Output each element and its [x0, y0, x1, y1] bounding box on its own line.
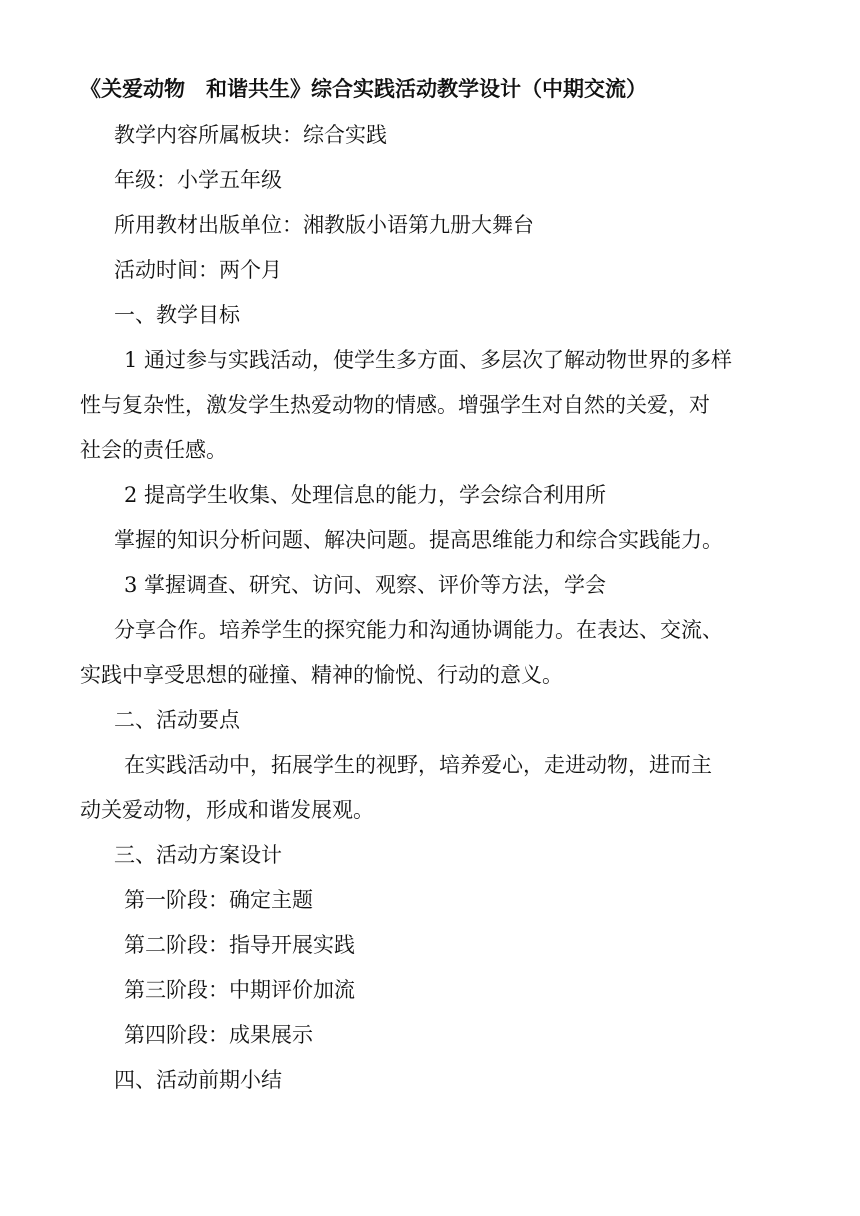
publisher-line: 所用教材出版单位：湘教版小语第九册大舞台 — [114, 213, 534, 237]
grade-line: 年级：小学五年级 — [114, 168, 282, 192]
goal3-line: 3 掌握调查、研究、访问、观察、评价等方法，学会 — [124, 573, 607, 597]
section2-heading: 二、活动要点 — [114, 708, 240, 732]
section3-heading: 三、活动方案设计 — [114, 843, 282, 867]
goal2-line: 2 提高学生收集、处理信息的能力，学会综合利用所 — [124, 483, 607, 507]
section1-heading: 一、教学目标 — [114, 303, 240, 327]
section4-heading: 四、活动前期小结 — [114, 1068, 282, 1092]
section2-body-line: 在实践活动中，拓展学生的视野，培养爱心，走进动物，进而主 — [124, 753, 712, 777]
document-title: 《关爱动物 和谐共生》综合实践活动教学设计（中期交流） — [80, 76, 647, 101]
stage-item: 第二阶段：指导开展实践 — [124, 933, 355, 957]
goal3-line: 分享合作。培养学生的探究能力和沟通协调能力。在表达、交流、 — [114, 618, 723, 642]
goal1-line: 社会的责任感。 — [80, 438, 227, 462]
stage-item: 第四阶段：成果展示 — [124, 1023, 313, 1047]
subject-block-line: 教学内容所属板块：综合实践 — [114, 123, 387, 147]
section2-body-line: 动关爱动物，形成和谐发展观。 — [80, 798, 374, 822]
goal1-line: 1 通过参与实践活动，使学生多方面、多层次了解动物世界的多样 — [124, 348, 733, 372]
duration-line: 活动时间：两个月 — [114, 258, 282, 282]
stage-item: 第三阶段：中期评价加流 — [124, 978, 355, 1002]
goal2-line: 掌握的知识分析问题、解决问题。提高思维能力和综合实践能力。 — [114, 528, 723, 552]
goal1-line: 性与复杂性，激发学生热爱动物的情感。增强学生对自然的关爱，对 — [80, 393, 710, 417]
goal3-line: 实践中享受思想的碰撞、精神的愉悦、行动的意义。 — [80, 663, 563, 687]
stage-item: 第一阶段：确定主题 — [124, 888, 313, 912]
